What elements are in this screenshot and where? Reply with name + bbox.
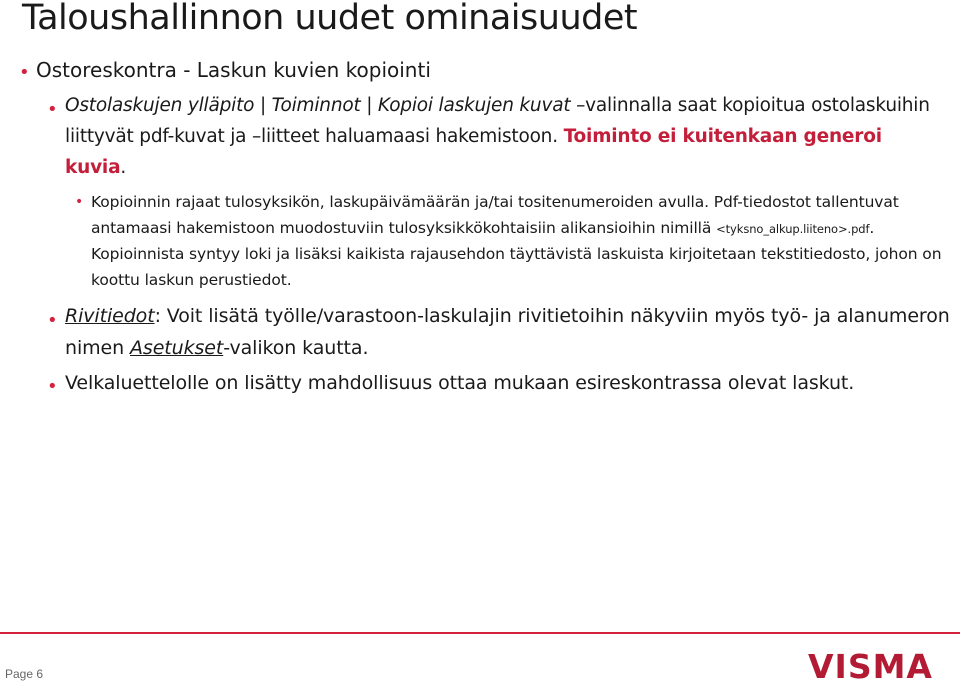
- rivitiedot-paragraph-line-2: [65, 337, 368, 359]
- paragraph-text: : Voit lisätä työlle/varastoon-laskulajin rivitietoihin näkyviin myös työ- ja alanumeron: [154, 305, 950, 327]
- sub-paragraph-line-2: [91, 219, 874, 237]
- slide-title: Taloushallinnon uudet ominaisuudet: [22, 0, 638, 38]
- bullet-marker: •: [47, 310, 58, 331]
- emphasis-note: Toiminto ei kuitenkaan generoi: [563, 126, 882, 147]
- menu-path-paragraph-line-3: [65, 157, 126, 178]
- section-heading: Ostoreskontra - Laskun kuvien kopiointi: [36, 58, 431, 82]
- filename-pattern: <tyksno_alkup.liiteno>.pdf: [716, 222, 870, 236]
- velkaluettelo-paragraph: Velkaluettelolle on lisätty mahdollisuus ottaa mukaan esireskontrassa olevat laskut.: [65, 372, 855, 394]
- visma-logo: [808, 646, 958, 683]
- menu-path-paragraph-line-1: [65, 95, 930, 116]
- menu-path-paragraph-line-2: [65, 126, 882, 147]
- sub-paragraph-line-4: koottu laskun perustiedot.: [91, 271, 292, 289]
- bullet-marker: •: [75, 194, 84, 210]
- paragraph-text: -valikon kautta.: [223, 337, 369, 359]
- menu-path: Ostolaskujen ylläpito | Toiminnot | Kopioi laskujen kuvat: [65, 95, 571, 116]
- bullet-marker: •: [47, 99, 58, 120]
- link-asetukset[interactable]: Asetukset: [130, 337, 224, 359]
- logo-wordmark: VISMA: [808, 647, 933, 683]
- sub-paragraph-line-1: Kopioinnin rajaat tulosyksikön, laskupäivämäärän ja/tai tositenumeroiden avulla. Pdf-tiedostot tallentuvat: [91, 193, 899, 211]
- bullet-marker: •: [19, 62, 30, 83]
- paragraph-text: nimen: [65, 337, 131, 359]
- footer-divider: [0, 632, 960, 634]
- page-number: Page 6: [5, 667, 44, 681]
- bullet-marker: •: [47, 376, 58, 397]
- paragraph-text: .: [120, 157, 127, 178]
- sub-paragraph-line-3: Kopioinnista syntyy loki ja lisäksi kaikista rajausehdon täyttävistä laskuista kirjoitetaan tekstitiedosto, johon on: [91, 245, 942, 263]
- paragraph-text: antamaasi hakemistoon muodostuviin tulosyksikkökohtaisiin alikansioihin nimillä: [91, 219, 717, 237]
- link-rivitiedot[interactable]: Rivitiedot: [65, 305, 155, 327]
- emphasis-note: kuvia: [65, 157, 121, 178]
- paragraph-text: –valinnalla saat kopioitua ostolaskuihin: [570, 95, 930, 116]
- paragraph-text: .: [869, 219, 875, 237]
- rivitiedot-paragraph-line-1: [65, 305, 950, 327]
- paragraph-text: liittyvät pdf-kuvat ja –liitteet haluamaasi hakemistoon.: [65, 126, 564, 147]
